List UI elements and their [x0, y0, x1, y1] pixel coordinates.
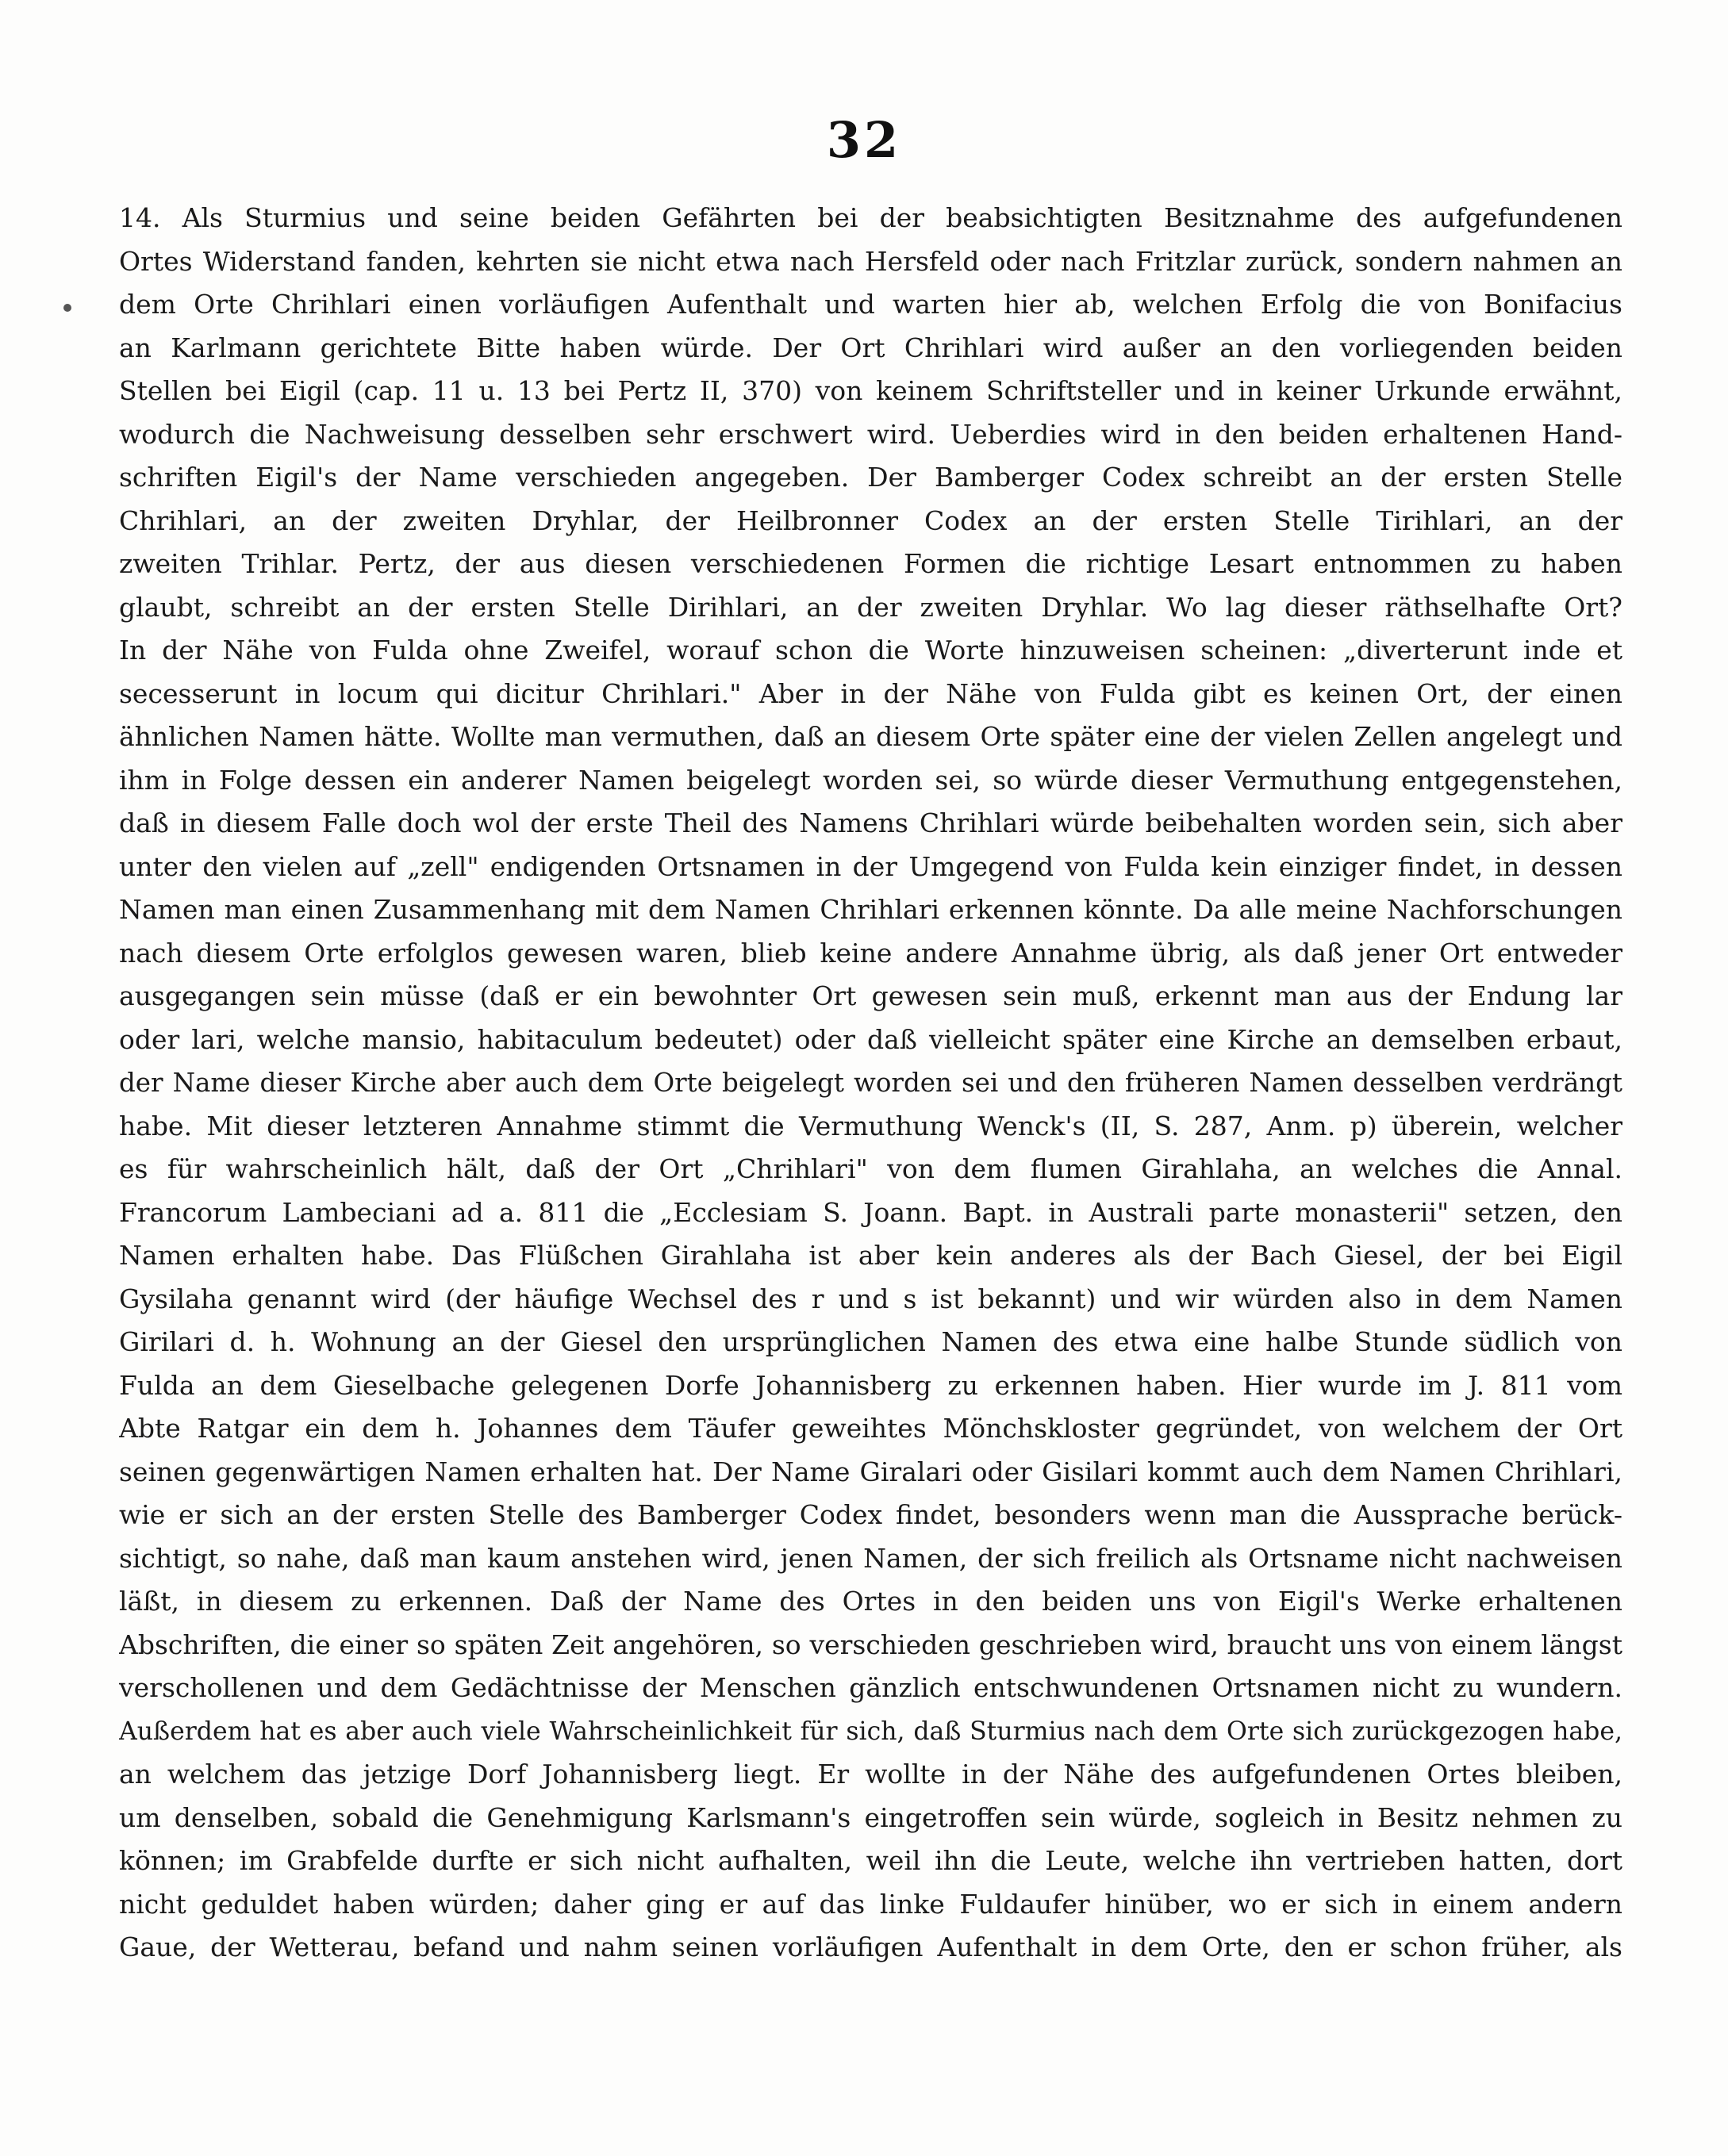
text-line: es für wahrscheinlich hält, daß der Ort „Chrihlari" von dem flumen Girahlaha, an welches die Annal.: [119, 1153, 1622, 1184]
text-line: In der Nähe von Fulda ohne Zweifel, worauf schon die Worte hinzuweisen scheinen: „diverterunt inde et: [119, 635, 1622, 666]
text-line: 14. Als Sturmius und seine beiden Gefährten bei der beabsichtigten Besitznahme des aufgefundenen: [119, 202, 1622, 233]
text-line: schriften Eigil's der Name verschieden angegeben. Der Bamberger Codex schreibt an der ersten Stelle: [119, 462, 1622, 493]
text-line: Chrihlari, an der zweiten Dryhlar, der Heilbronner Codex an der ersten Stelle Tirihlari, an der: [119, 504, 1622, 536]
text-line: Girilari d. h. Wohnung an der Giesel den ursprünglichen Namen des etwa eine halbe Stunde südlich von: [119, 1326, 1622, 1357]
body-text: [119, 197, 1622, 1970]
text-line: seinen gegenwärtigen Namen erhalten hat. Der Name Giralari oder Gisilari kommt auch dem Namen Chrihlari,: [119, 1456, 1622, 1487]
text-line: Francorum Lambeciani ad a. 811 die „Ecclesiam S. Joann. Bapt. in Australi parte monasterii" setzen, den: [119, 1196, 1622, 1228]
text-line: Abschriften, die einer so späten Zeit angehören, so verschieden geschrieben wird, braucht uns von einem längst: [119, 1629, 1622, 1660]
text-line: Gaue, der Wetterau, befand und nahm seinen vorläufigen Aufenthalt in dem Orte, den er schon früher, als: [119, 1932, 1622, 1962]
text-line: ähnlichen Namen hätte. Wollte man vermuthen, daß an diesem Orte später eine der vielen Zellen angelegt und: [119, 721, 1622, 752]
text-line: daß in diesem Falle doch wol der erste Theil des Namens Chrihlari würde beibehalten worden sein, sich aber: [119, 808, 1622, 838]
text-line: können; im Grabfelde durfte er sich nicht aufhalten, weil ihn die Leute, welche ihn vertrieben hatten, dort: [119, 1845, 1622, 1876]
text-line: Namen man einen Zusammenhang mit dem Namen Chrihlari erkennen könnte. Da alle meine Nachforschungen: [119, 894, 1622, 925]
text-line: dem Orte Chrihlari einen vorläufigen Aufenthalt und warten hier ab, welchen Erfolg die von Bonifacius: [119, 289, 1622, 320]
text-line: oder lari, welche mansio, habitaculum bedeutet) oder daß vielleicht später eine Kirche an demselben erbaut,: [119, 1023, 1622, 1055]
text-line: glaubt, schreibt an der ersten Stelle Dirihlari, an der zweiten Dryhlar. Wo lag dieser räthselhafte Ort?: [119, 591, 1622, 623]
text-line: an Karlmann gerichtete Bitte haben würde. Der Ort Chrihlari wird außer an den vorliegenden beiden: [119, 332, 1622, 363]
text-line: Fulda an dem Gieselbache gelegenen Dorfe Johannisberg zu erkennen haben. Hier wurde im J. 811 vom: [119, 1369, 1622, 1401]
text-line: Gysilaha genannt wird (der häufige Wechsel des r und s ist bekannt) und wir würden also in dem Namen: [119, 1283, 1622, 1314]
text-line: zweiten Trihlar. Pertz, der aus diesen verschiedenen Formen die richtige Lesart entnommen zu haben: [119, 548, 1622, 579]
text-line: wodurch die Nachweisung desselben sehr erschwert wird. Ueberdies wird in den beiden erhaltenen Hand-: [119, 418, 1622, 450]
text-line: unter den vielen auf „zell" endigenden Ortsnamen in der Umgegend von Fulda kein einziger findet, in dessen: [119, 850, 1622, 882]
text-line: um denselben, sobald die Genehmigung Karlsmann's eingetroffen sein würde, sogleich in Besitz nehmen zu: [119, 1801, 1622, 1833]
margin-mark: [63, 304, 71, 312]
text-line: secesserunt in locum qui dicitur Chrihlari." Aber in der Nähe von Fulda gibt es keinen Ort, der einen: [119, 677, 1622, 709]
text-line: Stellen bei Eigil (cap. 11 u. 13 bei Pertz II, 370) von keinem Schriftsteller und in keiner Urkunde erwähnt,: [119, 375, 1622, 406]
text-line: ausgegangen sein müsse (daß er ein bewohnter Ort gewesen sein muß, erkennt man aus der Endung lar: [119, 980, 1622, 1011]
text-line: Außerdem hat es aber auch viele Wahrscheinlichkeit für sich, daß Sturmius nach dem Orte sich zurückgezogen habe,: [119, 1717, 1622, 1746]
text-line: wie er sich an der ersten Stelle des Bamberger Codex findet, besonders wenn man die Aussprache berück-: [119, 1499, 1622, 1530]
text-line: Abte Ratgar ein dem h. Johannes dem Täufer geweihtes Mönchskloster gegründet, von welchem der Ort: [119, 1413, 1622, 1444]
text-line: der Name dieser Kirche aber auch dem Orte beigelegt worden sei und den früheren Namen desselben verdrängt: [119, 1068, 1622, 1098]
text-line: an welchem das jetzige Dorf Johannisberg liegt. Er wollte in der Nähe des aufgefundenen Ortes bleiben,: [119, 1759, 1622, 1790]
text-line: verschollenen und dem Gedächtnisse der Menschen gänzlich entschwundenen Ortsnamen nicht zu wundern.: [119, 1672, 1622, 1703]
text-line: ihm in Folge dessen ein anderer Namen beigelegt worden sei, so würde dieser Vermuthung entgegenstehen,: [119, 764, 1622, 796]
text-line: nicht geduldet haben würden; daher ging er auf das linke Fuldaufer hinüber, wo er sich in einem andern: [119, 1888, 1622, 1920]
text-line: nach diesem Orte erfolglos gewesen waren, blieb keine andere Annahme übrig, als daß jener Ort entweder: [119, 937, 1622, 969]
page-number: 32: [826, 111, 902, 169]
text-line: Ortes Widerstand fanden, kehrten sie nicht etwa nach Hersfeld oder nach Fritzlar zurück, sondern nahmen an: [119, 245, 1622, 277]
text-line: sichtigt, so nahe, daß man kaum anstehen wird, jenen Namen, der sich freilich als Ortsname nicht nachweisen: [119, 1542, 1622, 1574]
text-line: habe. Mit dieser letzteren Annahme stimmt die Vermuthung Wenck's (II, S. 287, Anm. p) überein, welcher: [119, 1110, 1622, 1141]
text-line: läßt, in diesem zu erkennen. Daß der Name des Ortes in den beiden uns von Eigil's Werke erhaltenen: [119, 1586, 1622, 1617]
text-line: Namen erhalten habe. Das Flüßchen Girahlaha ist aber kein anderes als der Bach Giesel, der bei Eigil: [119, 1240, 1622, 1271]
